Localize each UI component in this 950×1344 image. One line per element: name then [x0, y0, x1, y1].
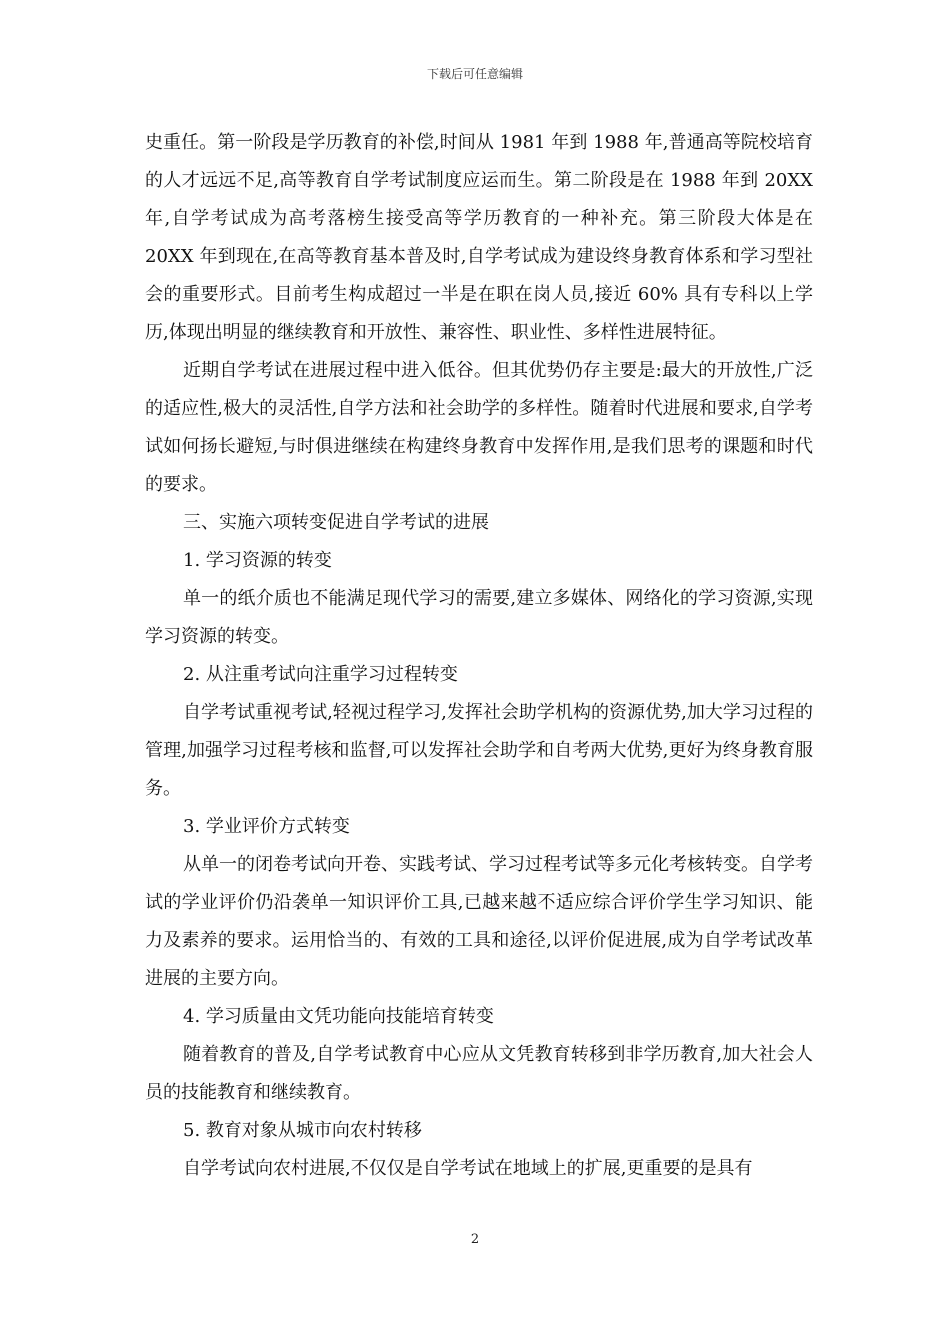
paragraph: 自学考试向农村进展,不仅仅是自学考试在地域上的扩展,更重要的是具有	[183, 1158, 753, 1179]
subsection-heading: 3. 学业评价方式转变	[183, 816, 350, 837]
paragraph: 近期自学考试在进展过程中进入低谷。但其优势仍存主要是:最大的开放性,广泛的适应性,极大的灵活性,自学方法和社会助学的多样性。随着时代进展和要求,自学考试如何扬长避短,与时俱进继续在构建终身教育中发挥作用,是我们思考的课题和时代的要求。	[145, 360, 813, 495]
subsection-heading: 5. 教育对象从城市向农村转移	[183, 1120, 422, 1141]
subsection-heading: 4. 学习质量由文凭功能向技能培育转变	[183, 1006, 494, 1027]
subsection-heading: 1. 学习资源的转变	[183, 550, 332, 571]
paragraph: 单一的纸介质也不能满足现代学习的需要,建立多媒体、网络化的学习资源,实现学习资源的转变。	[145, 588, 813, 647]
paragraph: 从单一的闭卷考试向开卷、实践考试、学习过程考试等多元化考核转变。自学考试的学业评价仍沿袭单一知识评价工具,已越来越不适应综合评价学生学习知识、能力及素养的要求。运用恰当的、有效的工具和途径,以评价促进展,成为自学考试改革进展的主要方向。	[145, 854, 813, 989]
section-heading: 三、实施六项转变促进自学考试的进展	[183, 512, 489, 533]
paragraph: 随着教育的普及,自学考试教育中心应从文凭教育转移到非学历教育,加大社会人员的技能教育和继续教育。	[145, 1044, 813, 1103]
document-body	[145, 124, 813, 1188]
paragraph-continued: 史重任。第一阶段是学历教育的补偿,时间从 1981 年到 1988 年,普通高等院校培育的人才远远不足,高等教育自学考试制度应运而生。第二阶段是在 1988 年到 20XX 年,自学考试成为高考落榜生接受高等学历教育的一种补充。第三阶段大体是在 20XX 年到现在,在高等教育基本普及时,自学考试成为建设终身教育体系和学习型社会的重要形式。目前考生构成超过一半是在职在岗人员,接近 60% 具有专科以上学历,体现出明显的继续教育和开放性、兼容性、职业性、多样性进展特征。	[145, 132, 813, 343]
page-header: 下载后可任意编辑	[426, 67, 523, 81]
subsection-heading: 2. 从注重考试向注重学习过程转变	[183, 664, 458, 685]
page-number: 2	[470, 1232, 480, 1247]
paragraph: 自学考试重视考试,轻视过程学习,发挥社会助学机构的资源优势,加大学习过程的管理,加强学习过程考核和监督,可以发挥社会助学和自考两大优势,更好为终身教育服务。	[145, 702, 813, 799]
